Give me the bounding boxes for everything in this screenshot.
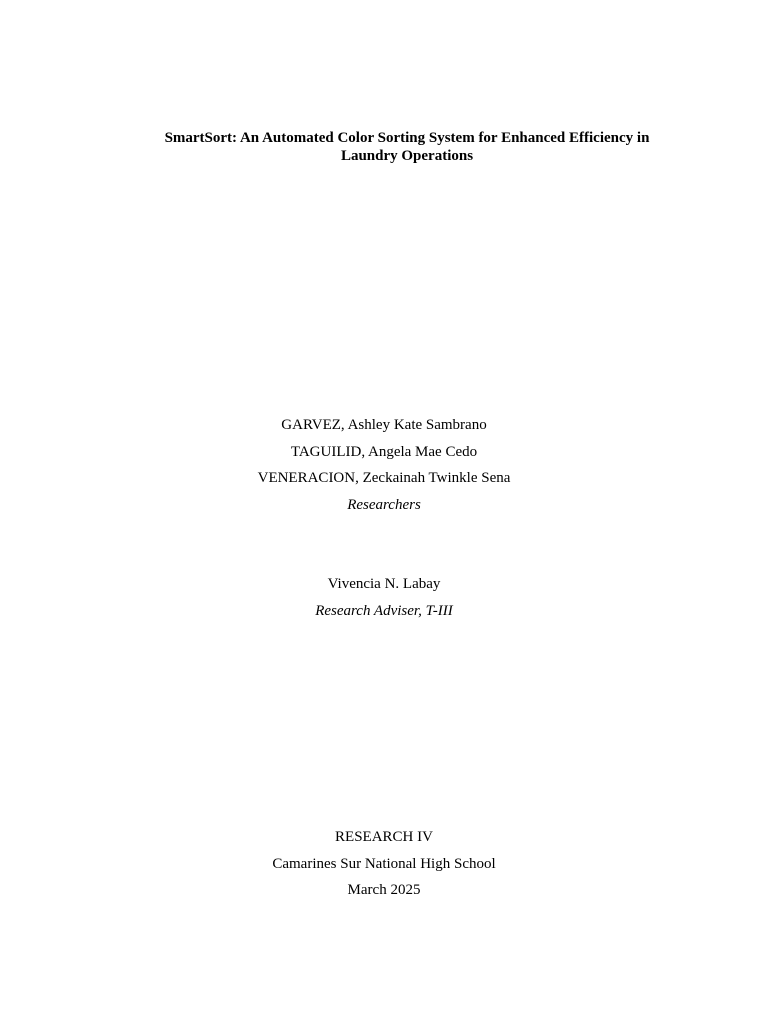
course-name: RESEARCH IV	[335, 829, 433, 845]
researcher-name: TAGUILID, Angela Mae Cedo	[290, 443, 478, 460]
adviser-role: Research Adviser, T-III	[315, 602, 453, 619]
title-line-2: Laundry Operations	[340, 148, 474, 164]
researcher-name: VENERACION, Zeckainah Twinkle Sena	[257, 470, 511, 486]
title-line-1: SmartSort: An Automated Color Sorting System for Enhanced Efficiency in	[164, 130, 650, 146]
researchers-block	[0, 412, 768, 518]
footer-block	[0, 824, 768, 904]
adviser-block	[0, 571, 768, 624]
researcher-name: GARVEZ, Ashley Kate Sambrano	[281, 417, 487, 433]
school-name: Camarines Sur National High School	[272, 855, 496, 872]
submission-date: March 2025	[347, 882, 421, 898]
adviser-name: Vivencia N. Labay	[327, 576, 441, 592]
researchers-role: Researchers	[347, 496, 421, 513]
document-title	[140, 129, 674, 165]
